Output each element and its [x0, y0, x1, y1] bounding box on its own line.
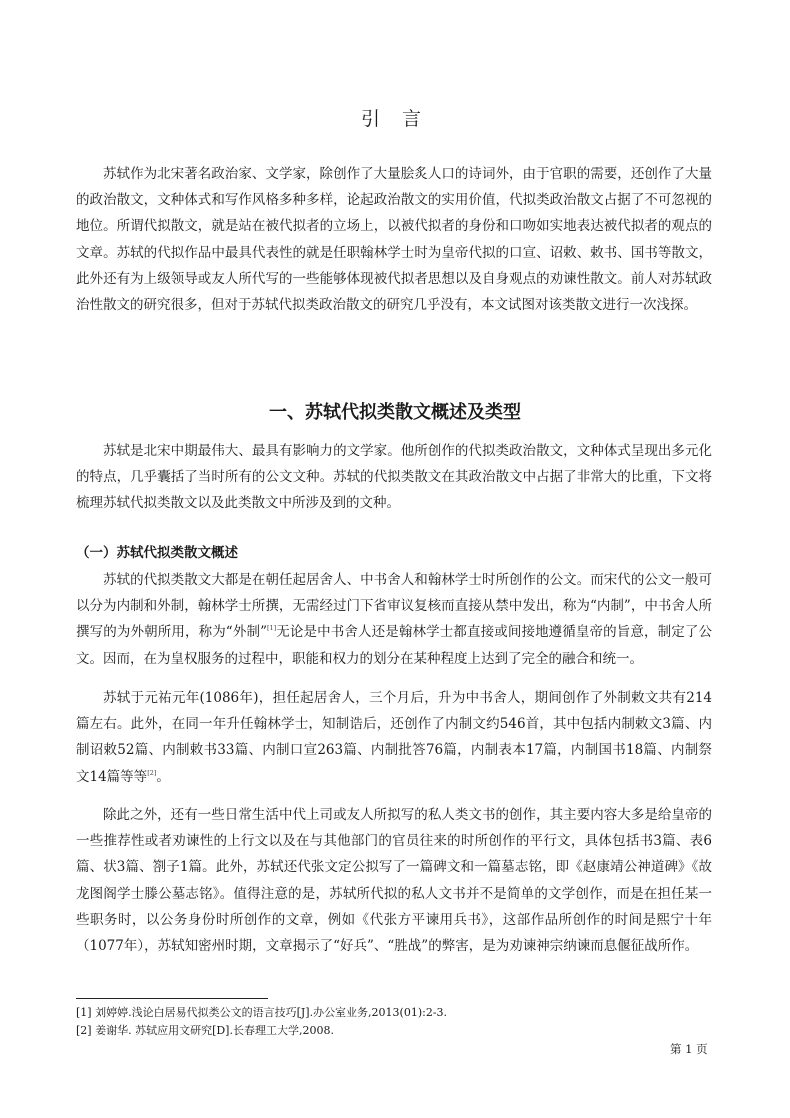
- page-title: 引 言: [360, 108, 430, 130]
- footnote-ref-2[interactable]: [2]: [147, 768, 157, 777]
- body-paragraph-1: [76, 567, 712, 672]
- intro-paragraph: 苏轼作为北宋著名政治家、文学家，除创作了大量脍炙人口的诗词外，由于官职的需要，还创作了大量的政治散文，文种体式和写作风格多种多样，论起政治散文的实用价值，代拟类政治散文占据了不可忽视的地位。所谓代拟散文，就是站在被代拟者的立场上，以被代拟者的身份和口吻如实地表达被代拟者的观点的文章。苏轼的代拟作品中最具代表性的就是任职翰林学士时为皇帝代拟的口宣、诏敕、敕书、国书等散文，此外还有为上级领导或友人所代写的一些能够体现被代拟者思想以及自身观点的劝谏性散文。前人对苏轼政治性散文的研究很多，但对于苏轼代拟类政治散文的研究几乎没有，本文试图对该类散文进行一次浅探。: [76, 166, 712, 314]
- footnote-1: [1] 刘婷婷.浅论白居易代拟类公文的语言技巧[J].办公室业务,2013(01):2-3.: [76, 1006, 448, 1019]
- body-paragraph-3: 除此之外，还有一些日常生活中代上司或友人所拟写的私人类文书的创作，其主要内容大多是给皇帝的一些推荐性或者劝谏性的上行文以及在与其他部门的官员往来的时所创作的平行文，具体包括书3篇、表6篇、状3篇、劄子1篇。此外，苏轼还代张文定公拟写了一篇碑文和一篇墓志铭，即《赵康靖公神道碑》《故龙图阁学士滕公墓志铭》。值得注意的是，苏轼所代拟的私人文书并不是简单的文学创作，而是在担任某一些职务时，以公务身份时所创作的文章，例如《代张方平谏用兵书》，这部作品所创作的时间是熙宁十年（1077年），苏轼知密州时期，文章揭示了“好兵”、“胜战”的弊害，是为劝谏神宗纳谏而息偃征战所作。: [76, 807, 712, 955]
- subsection-heading: （一）苏轼代拟类散文概述: [76, 545, 238, 561]
- text-run: 苏轼的代拟类散文大都是在朝任起居舍人、中书舍人和翰林学士时所创作的公文。而宋代的公文一般可以分为内制和外制，翰林学士所撰，无需经过门下省审议复核而直接从禁中发出，称为“内制”，中书舍人所撰写的为外朝所用，称为“外制”: [76, 572, 712, 641]
- text-run: 苏轼于元祐元年(1086年)，担任起居舍人，三个月后，升为中书舍人，期间创作了外制敕文共有214篇左右。此外，在同一年升任翰林学士，知制诰后，还创作了内制文约546首，其中包括内制敕文3篇、内制诏敕52篇、内制敕书33篇、内制口宣263篇、内制批答76篇，内制表本17篇，内制国书18篇、内制祭文14篇等等: [76, 690, 713, 785]
- footnote-2: [2] 姜谢华. 苏轼应用文研究[D].长春理工大学,2008.: [76, 1024, 334, 1037]
- footnote-ref-1[interactable]: [1]: [266, 624, 277, 633]
- section-heading: 一、苏轼代拟类散文概述及类型: [269, 402, 521, 423]
- footnote-divider: [76, 998, 268, 999]
- body-paragraph-2: [76, 685, 712, 790]
- text-run: 。: [156, 768, 170, 785]
- section-paragraph: 苏轼是北宋中期最伟大、最具有影响力的文学家。他所创作的代拟类政治散文，文种体式呈现出多元化的特点，几乎囊括了当时所有的公文文种。苏轼的代拟类散文在其政治散文中占据了非常大的比重，下文将梳理苏轼代拟类散文以及此类散文中所涉及到的文种。: [76, 443, 712, 512]
- page-number: 第 1 页: [670, 1042, 708, 1056]
- text-run: 无论是中书舍人还是翰林学士都直接或间接地遵循皇帝的旨意，制定了公文。因而，在为皇权服务的过程中，职能和权力的划分在某种程度上达到了完全的融合和统一。: [76, 624, 712, 667]
